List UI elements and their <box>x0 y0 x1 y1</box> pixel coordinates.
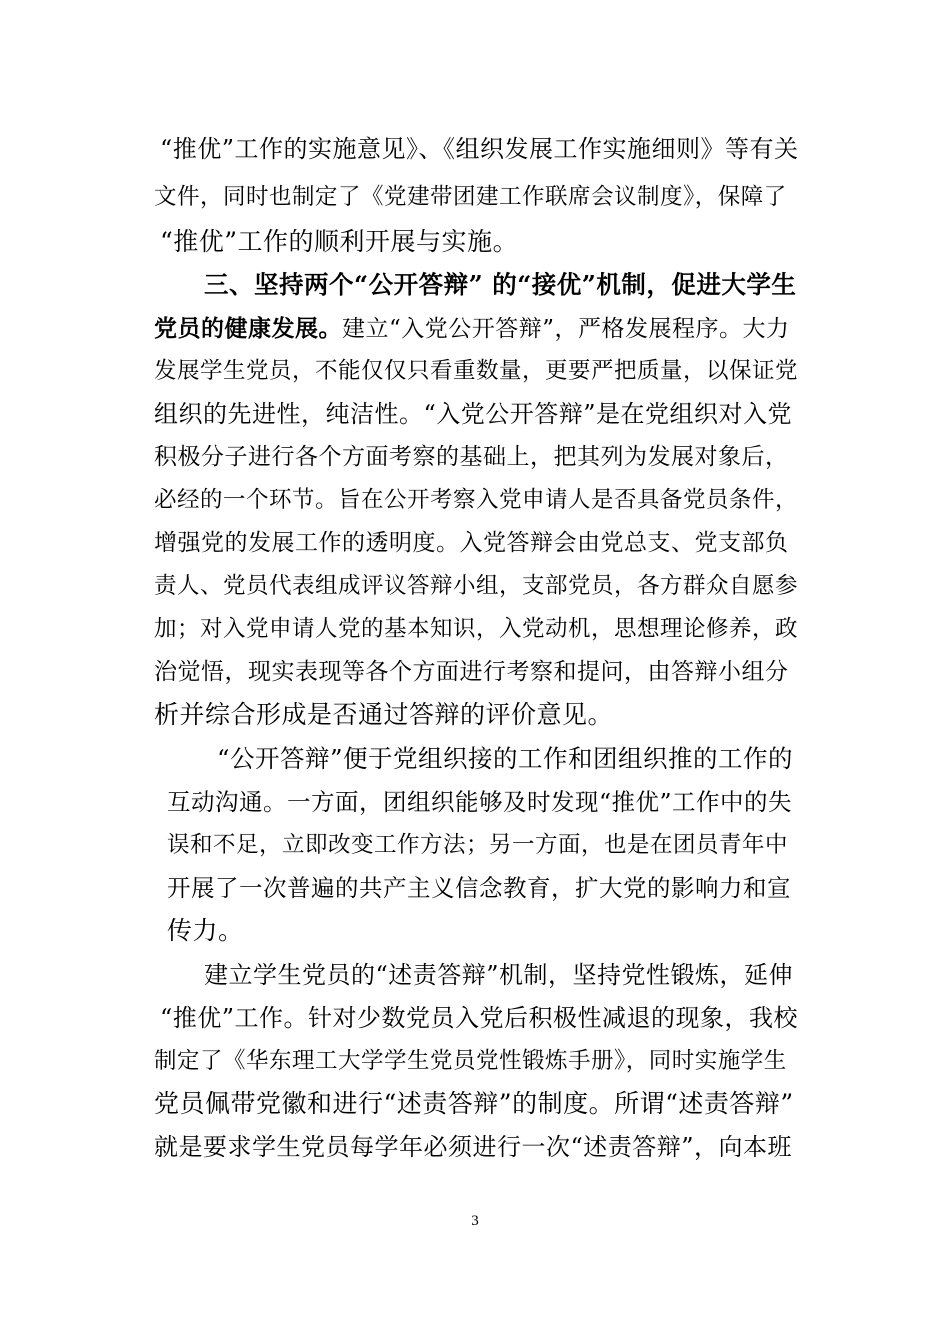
paragraph2-line10: 治觉悟，现实表现等各个方面进行考察和提问，由答辩小组分 <box>154 659 789 685</box>
paragraph3-line1: “公开答辩”便于党组织接的工作和团组织推的工作的 <box>217 744 794 773</box>
paragraph1-line2: 文件，同时也制定了《党建带团建工作联席会议制度》，保障了 <box>154 184 787 210</box>
paragraph2-line2-text: 建立“入党公开答辩”，严格发展程序。大力 <box>342 316 790 342</box>
paragraph3-line3: 误和不足，立即改变工作方法；另一方面，也是在团员青年中 <box>167 832 789 858</box>
page-number: 3 <box>471 1213 479 1229</box>
paragraph4-line1: 建立学生党员的“述责答辩”机制，坚持党性锻炼，延伸 <box>204 961 794 989</box>
section-heading-line1: 三、坚持两个“公开答辩” 的“接优”机制，促进大学生 <box>204 270 797 299</box>
paragraph1-line3: “推优”工作的顺利开展与实施。 <box>160 227 519 256</box>
paragraph2-line3: 发展学生党员，不能仅仅只看重数量，更要严把质量，以保证党 <box>154 358 799 384</box>
paragraph2-line4: 组织的先进性，纯洁性。“入党公开答辩”是在党组织对入党 <box>154 400 793 428</box>
paragraph4-line2: “推优”工作。针对少数党员入党后积极性减退的现象，我校 <box>160 1004 799 1032</box>
paragraph2-line5: 积极分子进行各个方面考察的基础上，把其列为发展对象后， <box>154 444 789 470</box>
paragraph4-line4: 党员佩带党徽和进行“述责答辩”的制度。所谓“述责答辩” <box>154 1089 794 1118</box>
paragraph2-line11: 析并综合形成是否通过答辩的评价意见。 <box>154 700 614 729</box>
paragraph2-line6: 必经的一个环节。旨在公开考察入党申请人是否具备党员条件， <box>154 487 799 513</box>
paragraph1-line1: “推优”工作的实施意见》、《组织发展工作实施细则》等有关 <box>160 135 799 163</box>
paragraph3-line4: 开展了一次普遍的共产主义信念教育，扩大党的影响力和宣 <box>167 874 791 902</box>
section-heading-line2: 党员的健康发展。 <box>154 315 342 342</box>
paragraph4-line5: 就是要求学生党员每学年必须进行一次“述责答辩”，向本班 <box>154 1133 793 1161</box>
paragraph3-line2: 互动沟通。一方面，团组织能够及时发现“推优”工作中的失 <box>167 788 793 816</box>
paragraph2-line8: 责人、党员代表组成评议答辩小组，支部党员，各方群众自愿参 <box>154 573 799 599</box>
paragraph2-line7: 增强党的发展工作的透明度。入党答辩会由党总支、党支部负 <box>154 530 789 556</box>
paragraph2-line9: 加；对入党申请人党的基本知识，入党动机，思想理论修养，政 <box>154 616 799 642</box>
paragraph4-line3: 制定了《华东理工大学学生党员党性锻炼手册》，同时实施学生 <box>154 1048 787 1074</box>
paragraph2-line2 <box>154 314 790 344</box>
paragraph3-line5: 传力。 <box>167 916 244 945</box>
